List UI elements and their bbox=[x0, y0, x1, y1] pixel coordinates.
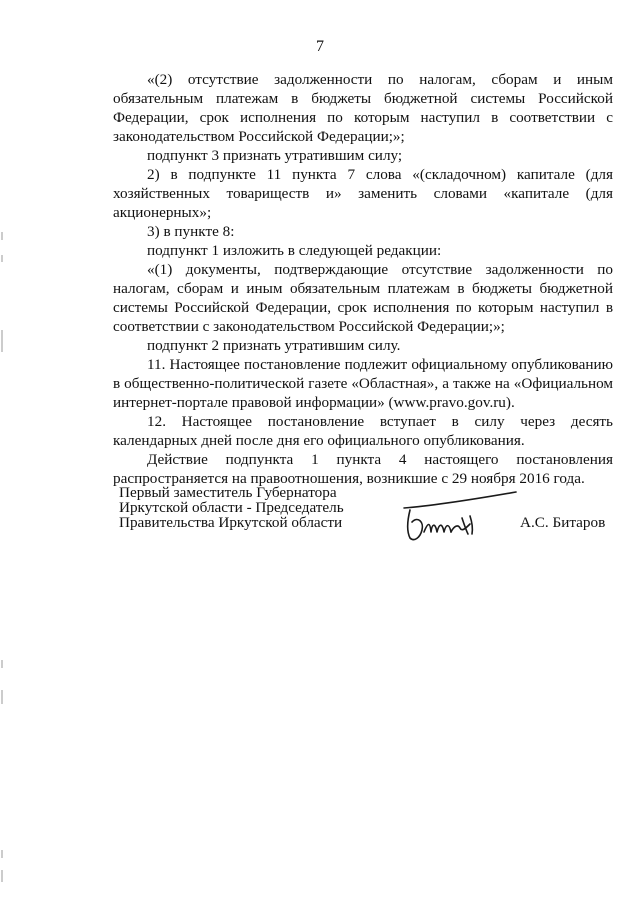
signatory-position bbox=[119, 485, 344, 530]
body-paragraph: подпункт 1 изложить в следующей редакции: bbox=[147, 242, 442, 259]
body-paragraph: Действие подпункта 1 пункта 4 настоящего постановления распространяется на правоотношения, возникшие с 29 ноября 2016 года. bbox=[113, 451, 613, 487]
handwritten-signature bbox=[400, 488, 520, 548]
body-paragraph: 12. Настоящее постановление вступает в силу через десять календарных дней после дня его официального опубликования. bbox=[113, 413, 613, 449]
body-paragraph: 3) в пункте 8: bbox=[147, 223, 235, 240]
signatory-position-line: Иркутской области - Председатель bbox=[119, 499, 344, 516]
page-number: 7 bbox=[316, 38, 324, 55]
scan-edge-marks bbox=[0, 0, 6, 905]
signatory-position-line: Первый заместитель Губернатора bbox=[119, 484, 337, 501]
document-body bbox=[113, 70, 613, 488]
body-paragraph: подпункт 2 признать утратившим силу. bbox=[147, 337, 401, 354]
body-paragraph: «(1) документы, подтверждающие отсутствие задолженности по налогам, сборам и иным обязательным платежам в бюджеты бюджетной системы Российской Федерации, срок исполнения по которым наступил в соответствии с законодательством Российской Федерации;»; bbox=[113, 261, 613, 335]
signatory-position-line: Правительства Иркутской области bbox=[119, 514, 343, 531]
body-paragraph: 11. Настоящее постановление подлежит официальному опубликованию в общественно-политической газете «Областная», а также на «Официальном интернет-портале правовой информации» (www.pravo.gov.ru). bbox=[113, 356, 613, 411]
body-paragraph: подпункт 3 признать утратившим силу; bbox=[147, 147, 403, 164]
body-paragraph: «(2) отсутствие задолженности по налогам, сборам и иным обязательным платежам в бюджеты бюджетной системы Российской Федерации, срок исполнения по которым наступил в соответствии с законодательством Российской Федерации;»; bbox=[113, 71, 613, 145]
signer-name: А.С. Битаров bbox=[520, 514, 606, 531]
body-paragraph: 2) в подпункте 11 пункта 7 слова «(складочном) капитале (для хозяйственных товариществ и» заменить словами «капитале (для акционерных»; bbox=[113, 166, 613, 221]
